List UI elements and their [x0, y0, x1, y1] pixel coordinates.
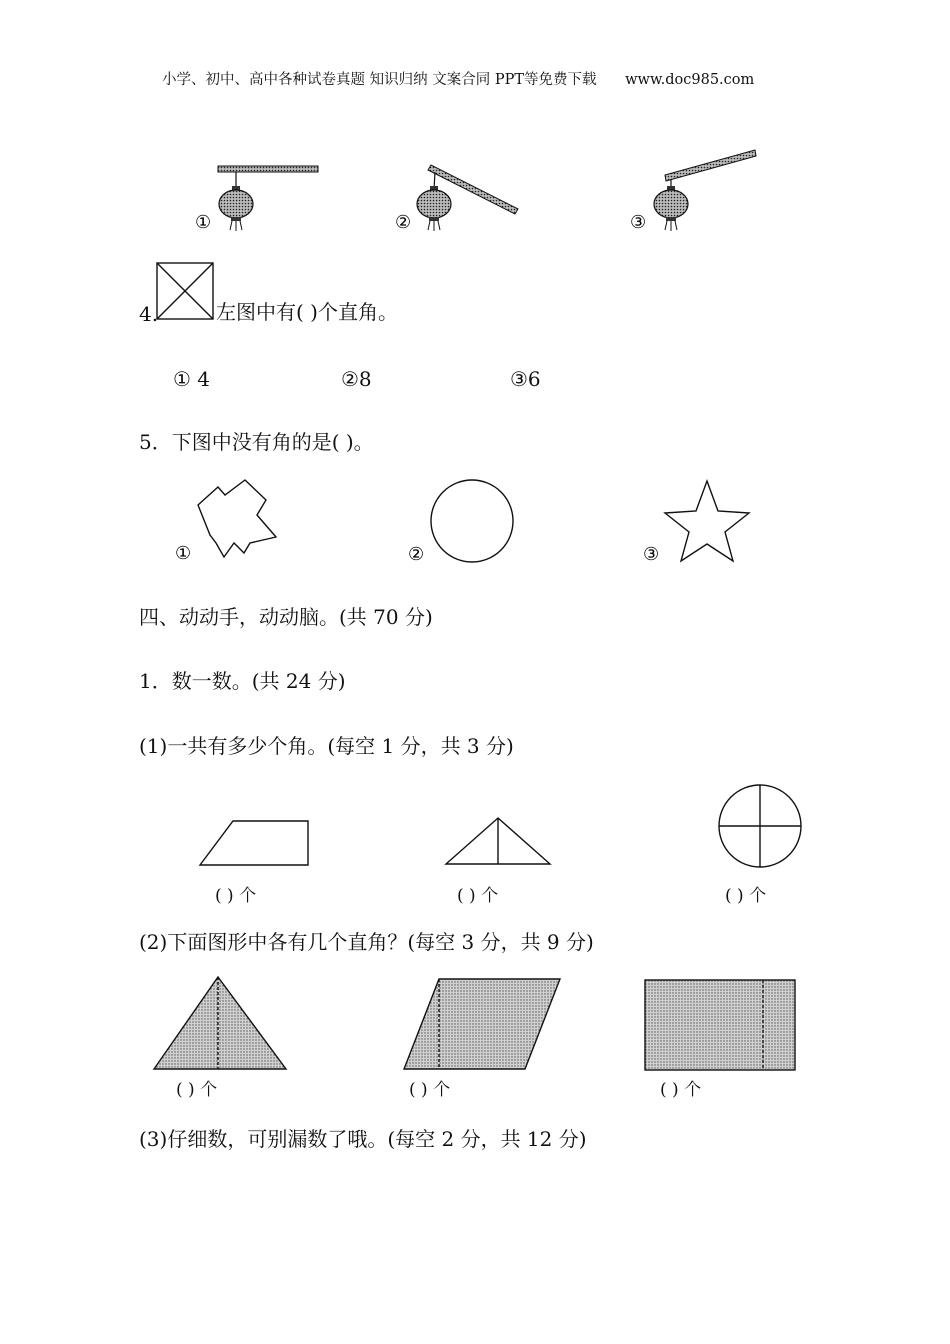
q4-number: 4.	[139, 302, 159, 326]
sub2-shaded-parallelogram	[400, 975, 565, 1073]
header-text: 小学、初中、高中各种试卷真题 知识归纳 文案合同 PPT等免费下载	[162, 72, 597, 88]
section-title: 四、动动手，动动脑。(共 70 分)	[139, 605, 433, 629]
q4-square-cross-figure	[156, 262, 216, 322]
sub1-divided-circle	[714, 784, 806, 868]
sub2-blank-1[interactable]: ( ) 个	[176, 1080, 218, 1100]
lantern-icon	[654, 190, 688, 218]
sub2-shaded-triangle	[150, 973, 292, 1073]
q1-sub1-title: (1)一共有多少个角。(每空 1 分，共 3 分)	[139, 734, 514, 758]
q1-sub3-title: (3)仔细数，可别漏数了哦。(每空 2 分，共 12 分)	[139, 1127, 587, 1151]
q5-label-1: ①	[175, 543, 192, 564]
sub2-blank-2[interactable]: ( ) 个	[409, 1080, 451, 1100]
sub1-blank-1[interactable]: ( ) 个	[215, 886, 257, 906]
q4-option-2[interactable]: ②8	[341, 367, 372, 391]
lantern-label-2: ②	[395, 212, 412, 233]
q1-title: 1．数一数。(共 24 分)	[139, 669, 346, 693]
sub1-blank-2[interactable]: ( ) 个	[457, 886, 499, 906]
lantern-label-3: ③	[630, 212, 647, 233]
lantern-figure-2	[390, 160, 530, 240]
lantern-icon	[219, 190, 253, 218]
sub2-blank-3[interactable]: ( ) 个	[660, 1080, 702, 1100]
q4-text: 左图中有( )个直角。	[216, 300, 398, 324]
q4-option-1[interactable]: ① 4	[173, 367, 211, 391]
sub1-trapezoid	[195, 818, 315, 868]
lantern-figure-3	[625, 145, 765, 240]
q5-label-3: ③	[643, 544, 660, 565]
sub2-shaded-rectangle	[642, 977, 798, 1073]
lantern-pole	[218, 166, 318, 172]
q5-label-2: ②	[408, 544, 425, 565]
lantern-label-1: ①	[195, 212, 212, 233]
q1-sub2-title: (2)下面图形中各有几个直角？(每空 3 分，共 9 分)	[139, 930, 594, 954]
q5-star	[640, 478, 760, 570]
q5-irregular-polygon	[170, 475, 300, 570]
q4-option-3[interactable]: ③6	[510, 367, 541, 391]
page-header	[162, 68, 754, 89]
sub1-blank-3[interactable]: ( ) 个	[725, 886, 767, 906]
sub1-triangle	[440, 815, 560, 867]
q5-text: 5．下图中没有角的是( )。	[139, 430, 374, 454]
lantern-figure-1	[190, 160, 330, 240]
lantern-icon	[417, 190, 451, 218]
header-url[interactable]: www.doc985.com	[625, 72, 755, 88]
lantern-pole	[665, 150, 756, 181]
q5-circle	[405, 478, 525, 570]
